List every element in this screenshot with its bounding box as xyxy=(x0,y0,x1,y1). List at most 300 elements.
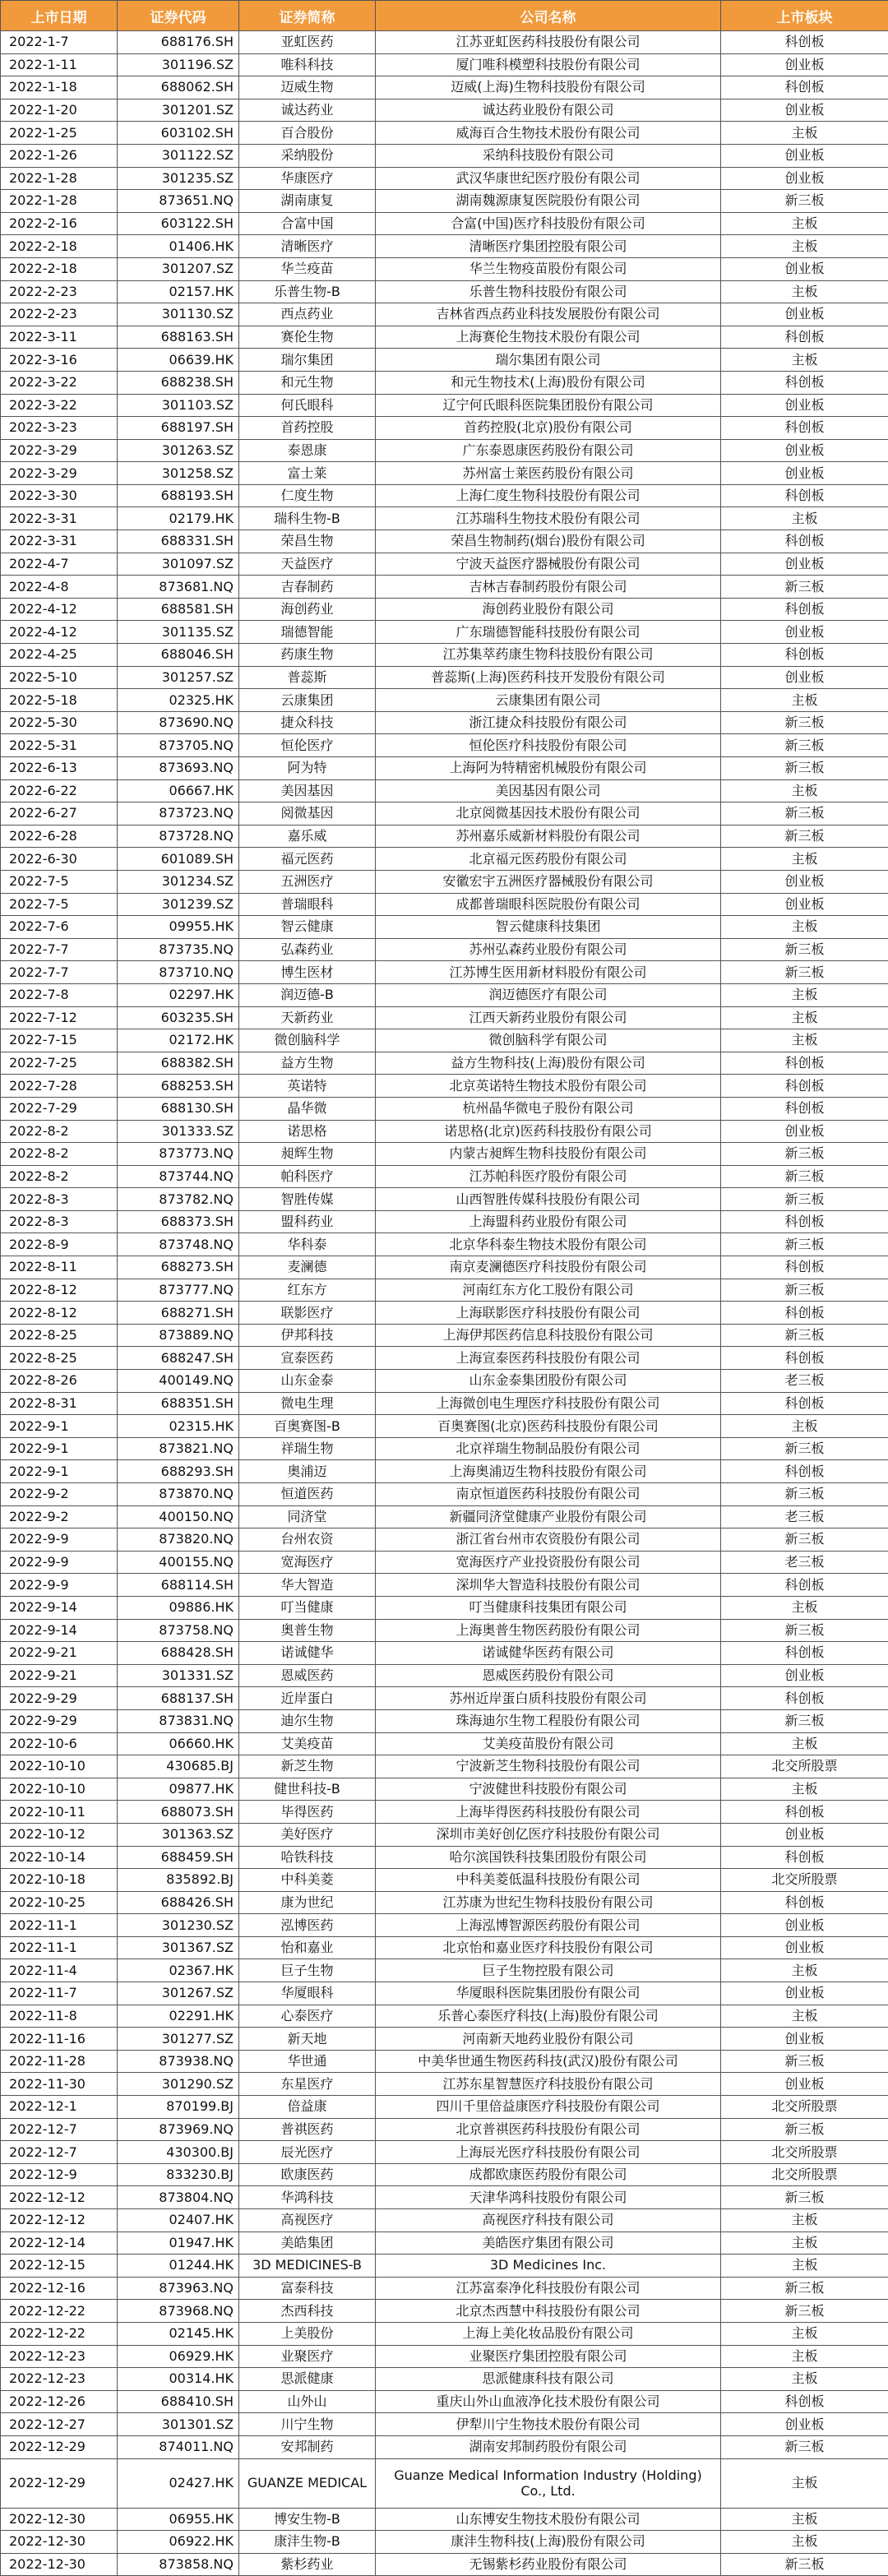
cell-listing-date: 2022-10-14 xyxy=(1,1846,118,1869)
cell-listing-date: 2022-8-3 xyxy=(1,1210,118,1233)
cell-security-name: 华厦眼科 xyxy=(239,1982,376,2005)
table-row xyxy=(1,2209,888,2232)
cell-listing-date: 2022-3-30 xyxy=(1,484,118,507)
cell-security-code: 688273.SH xyxy=(118,1256,239,1279)
cell-listing-date: 2022-12-23 xyxy=(1,2368,118,2391)
cell-listing-board: 新三板 xyxy=(721,938,888,961)
cell-security-name: 诚达药业 xyxy=(239,99,376,122)
cell-security-name: 3D MEDICINES-B xyxy=(239,2255,376,2278)
cell-security-code: 301097.SZ xyxy=(118,553,239,576)
cell-security-name: 川宁生物 xyxy=(239,2413,376,2436)
cell-listing-date: 2022-4-12 xyxy=(1,621,118,644)
table-row xyxy=(1,2458,888,2508)
cell-security-code: 873777.NQ xyxy=(118,1279,239,1302)
cell-company-name: 南京麦澜德医疗科技股份有限公司 xyxy=(376,1256,721,1279)
cell-security-name: 新芝生物 xyxy=(239,1755,376,1778)
cell-company-name: 成都普瑞眼科医院股份有限公司 xyxy=(376,893,721,916)
table-row xyxy=(1,167,888,190)
cell-company-name: 合富(中国)医疗科技股份有限公司 xyxy=(376,212,721,235)
cell-company-name: 珠海迪尔生物工程股份有限公司 xyxy=(376,1709,721,1732)
cell-listing-board: 主板 xyxy=(721,507,888,530)
cell-company-name: 江苏集萃药康生物科技股份有限公司 xyxy=(376,644,721,667)
cell-security-code: 873693.NQ xyxy=(118,757,239,780)
header-listing-board: 上市板块 xyxy=(721,1,888,31)
cell-security-name: 诺诚健华 xyxy=(239,1642,376,1665)
cell-security-code: 688351.SH xyxy=(118,1392,239,1415)
cell-company-name: 上海阿为特精密机械股份有限公司 xyxy=(376,757,721,780)
table-row xyxy=(1,1437,888,1460)
cell-listing-date: 2022-8-9 xyxy=(1,1233,118,1256)
cell-listing-date: 2022-4-25 xyxy=(1,644,118,667)
cell-security-code: 01947.HK xyxy=(118,2231,239,2255)
cell-security-code: 873735.NQ xyxy=(118,938,239,961)
cell-company-name: 上海微创电生理医疗科技股份有限公司 xyxy=(376,1392,721,1415)
cell-company-name: 内蒙古昶辉生物科技股份有限公司 xyxy=(376,1143,721,1166)
cell-security-name: 晶华微 xyxy=(239,1097,376,1120)
header-row xyxy=(1,1,888,31)
cell-company-name: 巨子生物控股有限公司 xyxy=(376,1959,721,1982)
table-row xyxy=(1,1778,888,1801)
cell-company-name: 荣昌生物制药(烟台)股份有限公司 xyxy=(376,530,721,553)
cell-security-name: 华科泰 xyxy=(239,1233,376,1256)
cell-security-name: 英诺特 xyxy=(239,1075,376,1098)
cell-listing-date: 2022-8-12 xyxy=(1,1302,118,1325)
cell-security-code: 301234.SZ xyxy=(118,870,239,893)
cell-security-name: 合富中国 xyxy=(239,212,376,235)
cell-listing-board: 创业板 xyxy=(721,2028,888,2051)
cell-security-code: 02325.HK xyxy=(118,689,239,712)
cell-security-name: 嘉乐威 xyxy=(239,825,376,848)
cell-listing-date: 2022-12-29 xyxy=(1,2435,118,2458)
table-row xyxy=(1,53,888,76)
cell-listing-board: 创业板 xyxy=(721,870,888,893)
table-body xyxy=(1,31,888,2576)
cell-security-name: 安邦制药 xyxy=(239,2435,376,2458)
cell-listing-board: 新三板 xyxy=(721,2118,888,2141)
cell-security-code: 688271.SH xyxy=(118,1302,239,1325)
table-row xyxy=(1,303,888,326)
table-row xyxy=(1,1256,888,1279)
cell-security-name: 药康生物 xyxy=(239,644,376,667)
cell-security-name: 华鸿科技 xyxy=(239,2186,376,2209)
table-row xyxy=(1,1664,888,1687)
cell-security-code: 688130.SH xyxy=(118,1097,239,1120)
cell-listing-date: 2022-9-9 xyxy=(1,1551,118,1574)
cell-security-name: 美因基因 xyxy=(239,779,376,802)
cell-listing-date: 2022-12-27 xyxy=(1,2413,118,2436)
table-row xyxy=(1,1120,888,1143)
cell-company-name: 北京阅微基因技术股份有限公司 xyxy=(376,802,721,826)
cell-security-name: 康沣生物-B xyxy=(239,2531,376,2554)
cell-security-code: 873870.NQ xyxy=(118,1483,239,1506)
cell-listing-board: 北交所股票 xyxy=(721,2141,888,2164)
table-row xyxy=(1,122,888,145)
table-row xyxy=(1,1551,888,1574)
table-row xyxy=(1,1006,888,1029)
cell-company-name: 高视医疗科技有限公司 xyxy=(376,2209,721,2232)
cell-listing-board: 创业板 xyxy=(721,144,888,167)
cell-security-code: 688193.SH xyxy=(118,484,239,507)
cell-listing-date: 2022-12-29 xyxy=(1,2458,118,2508)
cell-company-name: 杭州晶华微电子股份有限公司 xyxy=(376,1097,721,1120)
cell-security-name: 叮当健康 xyxy=(239,1596,376,1619)
cell-listing-date: 2022-12-23 xyxy=(1,2345,118,2368)
table-row xyxy=(1,2322,888,2345)
cell-company-name: 宁波天益医疗器械股份有限公司 xyxy=(376,553,721,576)
cell-security-name: 奥普生物 xyxy=(239,1619,376,1642)
cell-company-name: 上海赛伦生物技术股份有限公司 xyxy=(376,326,721,349)
table-row xyxy=(1,711,888,734)
table-header xyxy=(1,1,888,31)
cell-security-name: 诺思格 xyxy=(239,1120,376,1143)
cell-listing-board: 新三板 xyxy=(721,2435,888,2458)
cell-company-name: 美因基因有限公司 xyxy=(376,779,721,802)
cell-listing-board: 创业板 xyxy=(721,893,888,916)
cell-listing-board: 主板 xyxy=(721,2508,888,2531)
cell-security-name: 泰恩康 xyxy=(239,439,376,462)
cell-listing-board: 科创板 xyxy=(721,484,888,507)
cell-company-name: 成都欧康医药股份有限公司 xyxy=(376,2163,721,2186)
cell-security-code: 873963.NQ xyxy=(118,2277,239,2300)
cell-security-name: 迪尔生物 xyxy=(239,1709,376,1732)
cell-security-code: 301367.SZ xyxy=(118,1936,239,1959)
cell-listing-date: 2022-9-21 xyxy=(1,1642,118,1665)
cell-listing-board: 创业板 xyxy=(721,53,888,76)
table-row xyxy=(1,961,888,984)
cell-security-name: 何氏眼科 xyxy=(239,394,376,417)
table-row xyxy=(1,2300,888,2323)
cell-company-name: 华厦眼科医院集团股份有限公司 xyxy=(376,1982,721,2005)
cell-listing-board: 创业板 xyxy=(721,553,888,576)
cell-company-name: 江苏博生医用新材料股份有限公司 xyxy=(376,961,721,984)
cell-security-name: 美皓集团 xyxy=(239,2231,376,2255)
cell-security-code: 688046.SH xyxy=(118,644,239,667)
cell-security-code: 301196.SZ xyxy=(118,53,239,76)
cell-company-name: 北京福元医药股份有限公司 xyxy=(376,848,721,871)
cell-listing-date: 2022-10-10 xyxy=(1,1755,118,1778)
cell-listing-date: 2022-1-11 xyxy=(1,53,118,76)
cell-security-code: 301331.SZ xyxy=(118,1664,239,1687)
cell-security-name: GUANZE MEDICAL xyxy=(239,2458,376,2508)
cell-listing-date: 2022-1-26 xyxy=(1,144,118,167)
cell-listing-board: 科创板 xyxy=(721,1460,888,1483)
header-security-name: 证券简称 xyxy=(239,1,376,31)
cell-company-name: 新疆同济堂健康产业股份有限公司 xyxy=(376,1505,721,1528)
cell-security-code: 06955.HK xyxy=(118,2508,239,2531)
cell-security-name: 哈铁科技 xyxy=(239,1846,376,1869)
header-security-code: 证券代码 xyxy=(118,1,239,31)
cell-listing-date: 2022-10-25 xyxy=(1,1891,118,1914)
cell-security-code: 400149.NQ xyxy=(118,1370,239,1393)
cell-company-name: 乐普生物科技股份有限公司 xyxy=(376,280,721,303)
cell-company-name: 江苏瑞科生物技术股份有限公司 xyxy=(376,507,721,530)
cell-security-name: 业聚医疗 xyxy=(239,2345,376,2368)
table-row xyxy=(1,462,888,485)
cell-company-name: 美皓医疗集团有限公司 xyxy=(376,2231,721,2255)
table-row xyxy=(1,1075,888,1098)
cell-company-name: 康沣生物科技(上海)股份有限公司 xyxy=(376,2531,721,2554)
table-row xyxy=(1,1687,888,1710)
cell-security-name: 云康集团 xyxy=(239,689,376,712)
cell-listing-board: 科创板 xyxy=(721,1256,888,1279)
table-row xyxy=(1,1823,888,1846)
cell-security-code: 301263.SZ xyxy=(118,439,239,462)
cell-company-name: 首药控股(北京)股份有限公司 xyxy=(376,417,721,440)
cell-listing-board: 老三板 xyxy=(721,1551,888,1574)
cell-security-name: 紫杉药业 xyxy=(239,2553,376,2576)
cell-listing-board: 创业板 xyxy=(721,439,888,462)
cell-listing-board: 新三板 xyxy=(721,2186,888,2209)
cell-listing-board: 主板 xyxy=(721,1959,888,1982)
cell-listing-board: 新三板 xyxy=(721,1188,888,1211)
cell-security-name: 巨子生物 xyxy=(239,1959,376,1982)
cell-security-name: 仁度生物 xyxy=(239,484,376,507)
cell-security-code: 301239.SZ xyxy=(118,893,239,916)
cell-listing-board: 新三板 xyxy=(721,1709,888,1732)
cell-security-name: 同济堂 xyxy=(239,1505,376,1528)
cell-security-code: 02172.HK xyxy=(118,1029,239,1052)
cell-security-name: 唯科科技 xyxy=(239,53,376,76)
cell-security-code: 02407.HK xyxy=(118,2209,239,2232)
cell-listing-date: 2022-10-6 xyxy=(1,1732,118,1755)
table-row xyxy=(1,1936,888,1959)
cell-listing-date: 2022-5-10 xyxy=(1,666,118,689)
table-row xyxy=(1,802,888,826)
table-row xyxy=(1,31,888,54)
cell-listing-date: 2022-7-28 xyxy=(1,1075,118,1098)
table-row xyxy=(1,2141,888,2164)
cell-listing-board: 主板 xyxy=(721,1006,888,1029)
cell-security-name: 智胜传媒 xyxy=(239,1188,376,1211)
cell-listing-date: 2022-9-1 xyxy=(1,1415,118,1438)
cell-company-name: 山东博安生物技术股份有限公司 xyxy=(376,2508,721,2531)
cell-listing-date: 2022-11-1 xyxy=(1,1914,118,1937)
cell-listing-date: 2022-12-12 xyxy=(1,2186,118,2209)
cell-listing-date: 2022-8-2 xyxy=(1,1143,118,1166)
cell-company-name: 诺思格(北京)医药科技股份有限公司 xyxy=(376,1120,721,1143)
cell-security-code: 02367.HK xyxy=(118,1959,239,1982)
cell-listing-board: 主板 xyxy=(721,2345,888,2368)
cell-listing-board: 主板 xyxy=(721,848,888,871)
cell-company-name: 思派健康科技有限公司 xyxy=(376,2368,721,2391)
table-row xyxy=(1,644,888,667)
cell-company-name: 上海上美化妆品股份有限公司 xyxy=(376,2322,721,2345)
cell-security-name: 泓博医药 xyxy=(239,1914,376,1937)
cell-listing-board: 新三板 xyxy=(721,734,888,757)
table-row xyxy=(1,2186,888,2209)
table-row xyxy=(1,1460,888,1483)
cell-security-name: 富士莱 xyxy=(239,462,376,485)
cell-security-code: 301201.SZ xyxy=(118,99,239,122)
cell-security-name: 华大智造 xyxy=(239,1574,376,1597)
cell-company-name: 江苏东星智慧医疗科技股份有限公司 xyxy=(376,2073,721,2096)
table-row xyxy=(1,870,888,893)
cell-security-name: 荣昌生物 xyxy=(239,530,376,553)
cell-security-name: 阅微基因 xyxy=(239,802,376,826)
cell-security-code: 873969.NQ xyxy=(118,2118,239,2141)
cell-listing-board: 科创板 xyxy=(721,326,888,349)
cell-listing-date: 2022-9-2 xyxy=(1,1505,118,1528)
cell-company-name: 上海毕得医药科技股份有限公司 xyxy=(376,1801,721,1824)
cell-company-name: 安徽宏宇五洲医疗器械股份有限公司 xyxy=(376,870,721,893)
cell-listing-date: 2022-12-15 xyxy=(1,2255,118,2278)
cell-security-code: 601089.SH xyxy=(118,848,239,871)
table-row xyxy=(1,2508,888,2531)
cell-security-name: 瑞科生物-B xyxy=(239,507,376,530)
cell-company-name: 湖南安邦制药股份有限公司 xyxy=(376,2435,721,2458)
cell-security-name: 中科美菱 xyxy=(239,1869,376,1892)
table-row xyxy=(1,484,888,507)
cell-listing-date: 2022-7-5 xyxy=(1,870,118,893)
cell-security-name: 上美股份 xyxy=(239,2322,376,2345)
cell-security-name: 恩威医药 xyxy=(239,1664,376,1687)
cell-listing-board: 主板 xyxy=(721,1415,888,1438)
cell-security-code: 873723.NQ xyxy=(118,802,239,826)
cell-security-code: 873773.NQ xyxy=(118,1143,239,1166)
cell-security-code: 688247.SH xyxy=(118,1347,239,1370)
cell-company-name: 上海辰光医疗科技股份有限公司 xyxy=(376,2141,721,2164)
cell-security-code: 06660.HK xyxy=(118,1732,239,1755)
cell-listing-board: 科创板 xyxy=(721,1687,888,1710)
cell-listing-board: 北交所股票 xyxy=(721,2163,888,2186)
cell-security-name: 毕得医药 xyxy=(239,1801,376,1824)
cell-security-name: 采纳股份 xyxy=(239,144,376,167)
cell-security-name: 奥浦迈 xyxy=(239,1460,376,1483)
cell-security-code: 688062.SH xyxy=(118,76,239,99)
table-row xyxy=(1,1392,888,1415)
cell-listing-date: 2022-10-12 xyxy=(1,1823,118,1846)
cell-security-name: 欧康医药 xyxy=(239,2163,376,2186)
cell-company-name: 业聚医疗集团控股有限公司 xyxy=(376,2345,721,2368)
cell-company-name: 上海奥普生物医药股份有限公司 xyxy=(376,1619,721,1642)
cell-listing-board: 主板 xyxy=(721,689,888,712)
cell-company-name: 苏州嘉乐威新材料股份有限公司 xyxy=(376,825,721,848)
cell-security-name: 心泰医疗 xyxy=(239,2005,376,2028)
table-row xyxy=(1,1210,888,1233)
cell-company-name: 吉林吉春制药股份有限公司 xyxy=(376,576,721,599)
cell-company-name: 哈尔滨国铁科技集团股份有限公司 xyxy=(376,1846,721,1869)
cell-listing-board: 主板 xyxy=(721,1778,888,1801)
cell-security-code: 873968.NQ xyxy=(118,2300,239,2323)
cell-security-code: 301277.SZ xyxy=(118,2028,239,2051)
cell-listing-date: 2022-2-18 xyxy=(1,235,118,258)
cell-security-code: 873710.NQ xyxy=(118,961,239,984)
table-row xyxy=(1,2231,888,2255)
cell-listing-board: 主板 xyxy=(721,235,888,258)
cell-security-code: 873782.NQ xyxy=(118,1188,239,1211)
cell-security-code: 301135.SZ xyxy=(118,621,239,644)
table-row xyxy=(1,2005,888,2028)
table-row xyxy=(1,1324,888,1347)
cell-company-name: 诚达药业股份有限公司 xyxy=(376,99,721,122)
cell-listing-board: 新三板 xyxy=(721,2553,888,2576)
cell-company-name: 云康集团有限公司 xyxy=(376,689,721,712)
cell-security-code: 02315.HK xyxy=(118,1415,239,1438)
cell-security-name: 华康医疗 xyxy=(239,167,376,190)
cell-listing-date: 2022-6-13 xyxy=(1,757,118,780)
cell-listing-board: 新三板 xyxy=(721,961,888,984)
cell-listing-board: 主板 xyxy=(721,280,888,303)
cell-listing-date: 2022-1-28 xyxy=(1,167,118,190)
cell-listing-date: 2022-1-20 xyxy=(1,99,118,122)
cell-listing-board: 创业板 xyxy=(721,666,888,689)
cell-security-code: 301130.SZ xyxy=(118,303,239,326)
cell-listing-board: 创业板 xyxy=(721,257,888,280)
cell-listing-date: 2022-6-22 xyxy=(1,779,118,802)
cell-security-name: 迈威生物 xyxy=(239,76,376,99)
cell-listing-board: 新三板 xyxy=(721,1528,888,1552)
cell-listing-board: 新三板 xyxy=(721,757,888,780)
table-row xyxy=(1,621,888,644)
cell-security-name: 伊邦科技 xyxy=(239,1324,376,1347)
cell-security-name: 阿为特 xyxy=(239,757,376,780)
cell-listing-board: 主板 xyxy=(721,349,888,372)
table-row xyxy=(1,938,888,961)
cell-company-name: 江西天新药业股份有限公司 xyxy=(376,1006,721,1029)
cell-listing-date: 2022-10-11 xyxy=(1,1801,118,1824)
cell-listing-board: 科创板 xyxy=(721,417,888,440)
cell-listing-board: 科创板 xyxy=(721,644,888,667)
cell-listing-board: 北交所股票 xyxy=(721,1755,888,1778)
cell-security-name: 麦澜德 xyxy=(239,1256,376,1279)
cell-security-name: 辰光医疗 xyxy=(239,2141,376,2164)
cell-listing-date: 2022-7-29 xyxy=(1,1097,118,1120)
cell-security-code: 873681.NQ xyxy=(118,576,239,599)
cell-listing-date: 2022-11-8 xyxy=(1,2005,118,2028)
cell-security-code: 873831.NQ xyxy=(118,1709,239,1732)
cell-security-code: 688410.SH xyxy=(118,2390,239,2413)
cell-listing-date: 2022-1-18 xyxy=(1,76,118,99)
table-row xyxy=(1,2096,888,2119)
table-row xyxy=(1,2118,888,2141)
table-row xyxy=(1,1052,888,1075)
cell-security-code: 688382.SH xyxy=(118,1052,239,1075)
cell-listing-board: 主板 xyxy=(721,983,888,1006)
cell-listing-date: 2022-9-21 xyxy=(1,1664,118,1687)
cell-security-code: 688114.SH xyxy=(118,1574,239,1597)
cell-security-code: 430685.BJ xyxy=(118,1755,239,1778)
cell-security-code: 301103.SZ xyxy=(118,394,239,417)
cell-security-name: 台州农资 xyxy=(239,1528,376,1552)
table-row xyxy=(1,212,888,235)
cell-company-name: 采纳科技股份有限公司 xyxy=(376,144,721,167)
cell-listing-board: 科创板 xyxy=(721,1302,888,1325)
cell-listing-board: 科创板 xyxy=(721,2390,888,2413)
cell-security-code: 603235.SH xyxy=(118,1006,239,1029)
cell-company-name: 南京恒道医药科技股份有限公司 xyxy=(376,1483,721,1506)
cell-listing-board: 新三板 xyxy=(721,1143,888,1166)
cell-company-name: 智云健康科技集团 xyxy=(376,916,721,939)
cell-security-name: 山东金泰 xyxy=(239,1370,376,1393)
cell-security-name: 恒伦医疗 xyxy=(239,734,376,757)
cell-company-name: 深圳市美好创亿医疗科技股份有限公司 xyxy=(376,1823,721,1846)
cell-listing-board: 科创板 xyxy=(721,31,888,54)
cell-listing-date: 2022-1-28 xyxy=(1,190,118,213)
cell-listing-date: 2022-1-7 xyxy=(1,31,118,54)
cell-listing-board: 主板 xyxy=(721,2231,888,2255)
cell-listing-board: 创业板 xyxy=(721,1914,888,1937)
table-row xyxy=(1,144,888,167)
cell-listing-date: 2022-12-14 xyxy=(1,2231,118,2255)
cell-security-name: 吉春制药 xyxy=(239,576,376,599)
cell-listing-date: 2022-3-31 xyxy=(1,530,118,553)
cell-company-name: 无锡紫杉药业股份有限公司 xyxy=(376,2553,721,2576)
table-row xyxy=(1,2368,888,2391)
cell-security-name: 帕科医疗 xyxy=(239,1165,376,1188)
table-row xyxy=(1,1528,888,1552)
table-row xyxy=(1,76,888,99)
cell-security-code: 873651.NQ xyxy=(118,190,239,213)
